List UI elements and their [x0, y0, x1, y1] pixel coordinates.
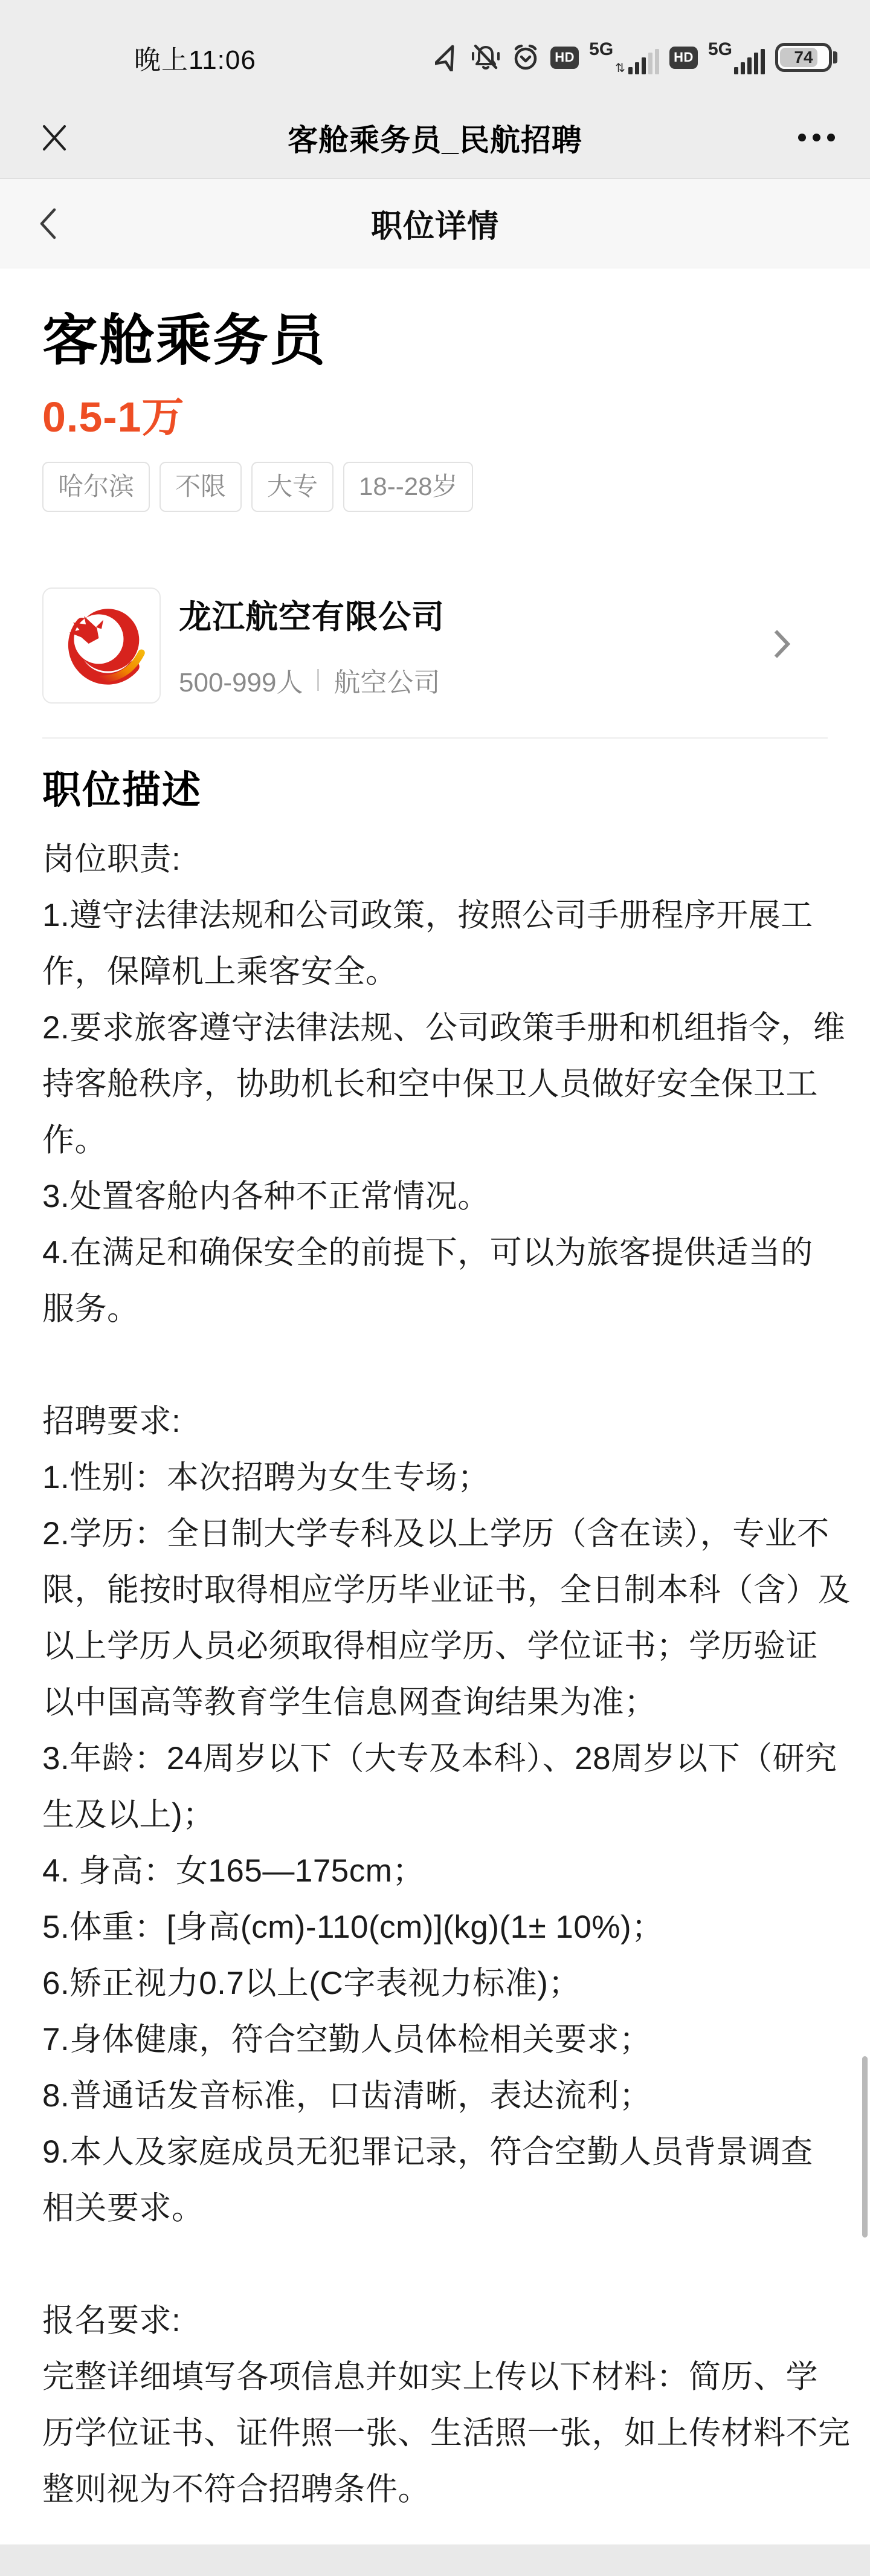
status-icons	[435, 40, 837, 74]
clock-text: 晚上11:06	[134, 45, 256, 75]
tag: 大专	[251, 462, 334, 512]
company-meta	[179, 661, 445, 699]
description-line: 2.学历：全日制大学专科及以上学历（含在读），专业不	[42, 1515, 830, 1552]
status-bar	[0, 0, 870, 97]
description-line: 服务。	[42, 1290, 140, 1327]
company-industry: 航空公司	[334, 668, 440, 698]
description-line: 8.普通话发音标准，口齿清晰，表达流利；	[42, 2077, 652, 2114]
meta-divider	[317, 669, 319, 691]
company-headcount: 500-999人	[179, 668, 303, 698]
description-line: 6.矫正视力0.7以上(C字表视力标准)；	[42, 1965, 581, 2001]
company-name: 龙江航空有限公司	[179, 599, 445, 636]
signal-bars-full-icon	[734, 40, 765, 74]
description-line: 完整详细填写各项信息并如实上传以下材料：简历、学	[42, 2358, 818, 2395]
job-tags	[42, 462, 828, 512]
description-line: 以上学历人员必须取得相应学历、学位证书；学历验证	[42, 1628, 818, 1664]
signal-bars-partial-icon	[615, 40, 659, 74]
description-line: 3.处置客舱内各种不正常情况。	[42, 1178, 490, 1214]
description-line: 1.性别：本次招聘为女生专场；	[42, 1459, 490, 1495]
close-button[interactable]	[36, 120, 72, 156]
battery-percent-text: 74	[794, 48, 813, 66]
bottom-system-bar	[0, 2545, 870, 2576]
description-line: 持客舱秩序，协助机长和空中保卫人员做好安全保卫工	[42, 1066, 818, 1102]
description-line: 4.在满足和确保安全的前提下，可以为旅客提供适当的	[42, 1234, 813, 1270]
chevron-left-icon	[39, 207, 57, 241]
tag: 哈尔滨	[42, 462, 150, 512]
description-line: 岗位职责:	[42, 841, 181, 877]
company-info	[179, 591, 445, 699]
data-activity-icon: ⇅	[615, 62, 625, 75]
alarm-clock-icon	[511, 43, 540, 72]
description-heading: 职位描述	[42, 768, 202, 812]
chevron-right-icon[interactable]	[775, 630, 790, 661]
section-divider	[42, 737, 828, 739]
description-line: 整则视为不符合招聘条件。	[42, 2471, 430, 2507]
description-line: 2.要求旅客遵守法律法规、公司政策手册和机组指令，维	[42, 1009, 846, 1046]
description-line	[42, 2236, 828, 2293]
job-title: 客舱乘务员	[42, 310, 327, 372]
description-line: 生及以上)；	[42, 1796, 215, 1833]
description-line: 以中国高等教育学生信息网查询结果为准；	[42, 1684, 657, 1720]
description-line: 5.体重：[身高(cm)-110(cm)](kg)(1± 10%)；	[42, 1909, 664, 1945]
job-detail-content	[0, 311, 870, 2517]
mute-vibrate-icon	[471, 44, 501, 71]
webview-page-title: 客舱乘务员_民航招聘	[288, 123, 582, 157]
battery-indicator	[775, 43, 837, 72]
location-icon	[435, 44, 460, 71]
hd-badge-icon: HD	[550, 47, 579, 69]
tag: 不限	[160, 462, 242, 512]
description-line	[42, 1337, 828, 1393]
description-line: 限，能按时取得相应学历毕业证书，全日制本科（含）及	[42, 1571, 851, 1608]
more-dots-icon	[798, 134, 806, 141]
description-line: 3.年龄：24周岁以下（大专及本科）、28周岁以下（研究	[42, 1740, 837, 1776]
description-line: 7.身体健康，符合空勤人员体检相关要求；	[42, 2021, 652, 2057]
hd-badge-icon-2: HD	[669, 47, 698, 69]
webview-title-bar	[0, 97, 870, 179]
description-line: 作，保障机上乘客安全。	[42, 953, 398, 989]
description-line: 作。	[42, 1122, 107, 1158]
description-line: 相关要求。	[42, 2190, 204, 2226]
close-icon	[40, 124, 68, 152]
page-title: 职位详情	[370, 209, 499, 244]
sim2-network-label: 5G	[707, 39, 732, 59]
description-line: 9.本人及家庭成员无犯罪记录，符合空勤人员背景调查	[42, 2134, 813, 2170]
job-description	[42, 831, 851, 2517]
description-line: 报名要求:	[42, 2302, 181, 2338]
job-salary: 0.5-1万	[42, 393, 185, 441]
sim1-network-label: 5G	[589, 39, 614, 59]
description-line: 4. 身高：女165—175cm；	[42, 1853, 425, 1889]
sim1-signal	[589, 40, 659, 74]
dragon-logo-image	[56, 600, 147, 691]
tag: 18--28岁	[343, 462, 473, 512]
scrollbar[interactable]	[862, 2056, 868, 2238]
sim2-signal	[708, 40, 765, 74]
back-button[interactable]	[39, 202, 75, 245]
page-nav-bar	[0, 179, 870, 268]
company-card[interactable]	[42, 587, 828, 704]
company-logo	[42, 587, 161, 704]
description-line: 1.遵守法律法规和公司政策，按照公司手册程序开展工	[42, 897, 813, 933]
description-line: 历学位证书、证件照一张、生活照一张，如上传材料不完	[42, 2415, 851, 2451]
description-line: 招聘要求:	[42, 1403, 181, 1439]
more-button[interactable]	[798, 120, 835, 156]
